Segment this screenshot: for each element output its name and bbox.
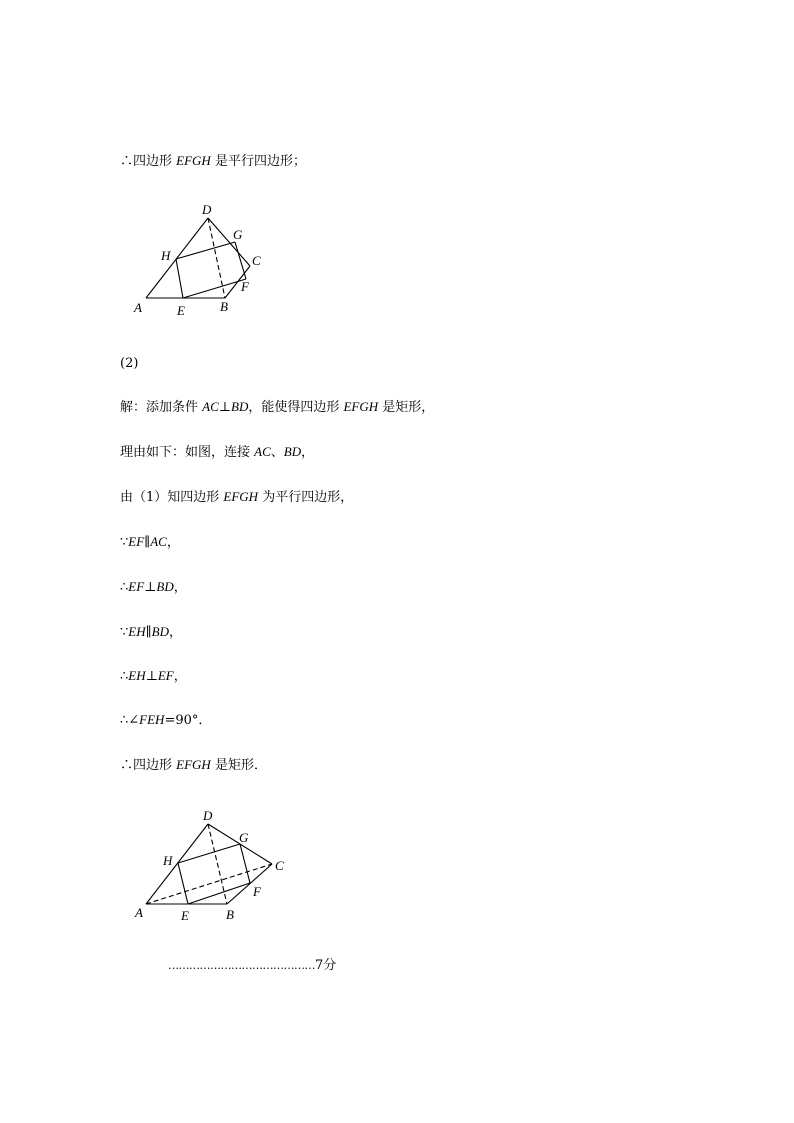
segment-bc <box>227 864 272 904</box>
segment-hg <box>176 242 235 259</box>
segment-eh <box>178 863 188 904</box>
segment-fe <box>188 883 250 904</box>
math-bd: BD <box>151 624 169 639</box>
label-h: H <box>163 853 173 868</box>
text-line-7 <box>120 578 187 597</box>
text-seg: 理由如下：如图，连接 <box>120 445 255 460</box>
text-seg: 为平行四边形， <box>258 490 354 505</box>
text-seg: ， <box>173 580 187 595</box>
score-dots: …………………………………… <box>168 959 315 972</box>
segment-gf <box>235 242 246 279</box>
text-seg: ∵ <box>120 625 129 640</box>
text-line-5 <box>120 488 353 507</box>
math-ac: AC <box>150 534 167 549</box>
label-c: C <box>275 858 284 873</box>
math-ef: EF <box>128 534 145 549</box>
figure-rectangle <box>128 804 293 930</box>
text-prefix: ∴四边形 <box>120 154 177 169</box>
label-f: F <box>241 279 249 294</box>
text-seg: 解：添加条件 <box>120 400 203 415</box>
text-line-1 <box>120 152 306 171</box>
text-line-10 <box>120 711 211 730</box>
figure-2-svg <box>128 804 293 926</box>
text-seg: ∴ <box>120 669 129 684</box>
label-b: B <box>226 907 234 922</box>
math-bd: BD <box>156 579 174 594</box>
text-seg: 是矩形． <box>210 758 267 773</box>
text-line-3 <box>120 398 434 417</box>
math-efgh: EFGH <box>223 489 259 504</box>
text-seg: 是矩形， <box>378 400 435 415</box>
math-efgh: EFGH <box>176 757 211 772</box>
part-2-text: (2) <box>120 356 139 371</box>
score-line <box>168 957 336 975</box>
text-seg: ∴ <box>120 580 129 595</box>
parallel-symbol: ∥ <box>145 625 152 640</box>
text-seg: 、 <box>270 445 284 460</box>
figure-parallelogram <box>128 198 278 328</box>
math-eh: EH <box>128 624 146 639</box>
math-ef: EF <box>157 668 174 683</box>
segment-cd <box>208 218 250 266</box>
math-ac: AC <box>254 444 271 459</box>
text-seg: ， <box>166 535 180 550</box>
parallel-symbol: ∥ <box>144 535 151 550</box>
text-seg: =90°． <box>164 713 212 728</box>
score-value: 7分 <box>315 958 337 973</box>
label-g: G <box>233 227 243 242</box>
math-efgh: EFGH <box>176 153 211 168</box>
text-line-4 <box>120 443 314 462</box>
math-feh: FEH <box>139 712 165 727</box>
label-f: F <box>253 884 261 899</box>
text-seg: ∴∠ <box>120 713 140 728</box>
text-seg: 由（1）知四边形 <box>120 490 224 505</box>
segment-fe <box>183 279 246 298</box>
label-a: A <box>135 905 143 920</box>
segment-hg <box>178 844 240 863</box>
text-seg: ， <box>168 625 182 640</box>
text-suffix: 是平行四边形； <box>210 154 306 169</box>
text-line-9 <box>120 667 187 686</box>
text-line-11 <box>120 756 267 775</box>
segment-da <box>146 824 208 904</box>
label-g: G <box>239 830 249 845</box>
math-ef: EF <box>128 579 145 594</box>
label-e: E <box>177 303 185 318</box>
math-eh: EH <box>128 668 146 683</box>
label-h: H <box>161 248 171 263</box>
math-ac: AC <box>202 399 219 414</box>
text-line-6 <box>120 533 180 552</box>
segment-da <box>146 218 208 298</box>
math-bd: BD <box>283 444 302 459</box>
perp-symbol: ⊥ <box>218 400 231 415</box>
figure-1-svg <box>128 198 278 324</box>
text-seg: ， <box>173 669 187 684</box>
label-e: E <box>181 908 189 923</box>
text-seg: ，能使得四边形 <box>248 400 344 415</box>
text-line-8 <box>120 623 182 642</box>
text-seg: ∵ <box>120 535 129 550</box>
label-b: B <box>220 299 228 314</box>
perp-symbol: ⊥ <box>144 580 157 595</box>
text-seg: ， <box>301 445 315 460</box>
label-d: D <box>203 808 213 823</box>
perp-symbol: ⊥ <box>145 669 158 684</box>
label-c: C <box>252 253 261 268</box>
segment-eh <box>176 259 183 298</box>
label-d: D <box>202 202 212 217</box>
math-efgh: EFGH <box>343 399 379 414</box>
label-a: A <box>134 300 142 315</box>
text-seg: ∴四边形 <box>120 758 177 773</box>
part-2-label <box>120 355 138 373</box>
math-bd: BD <box>231 399 249 414</box>
